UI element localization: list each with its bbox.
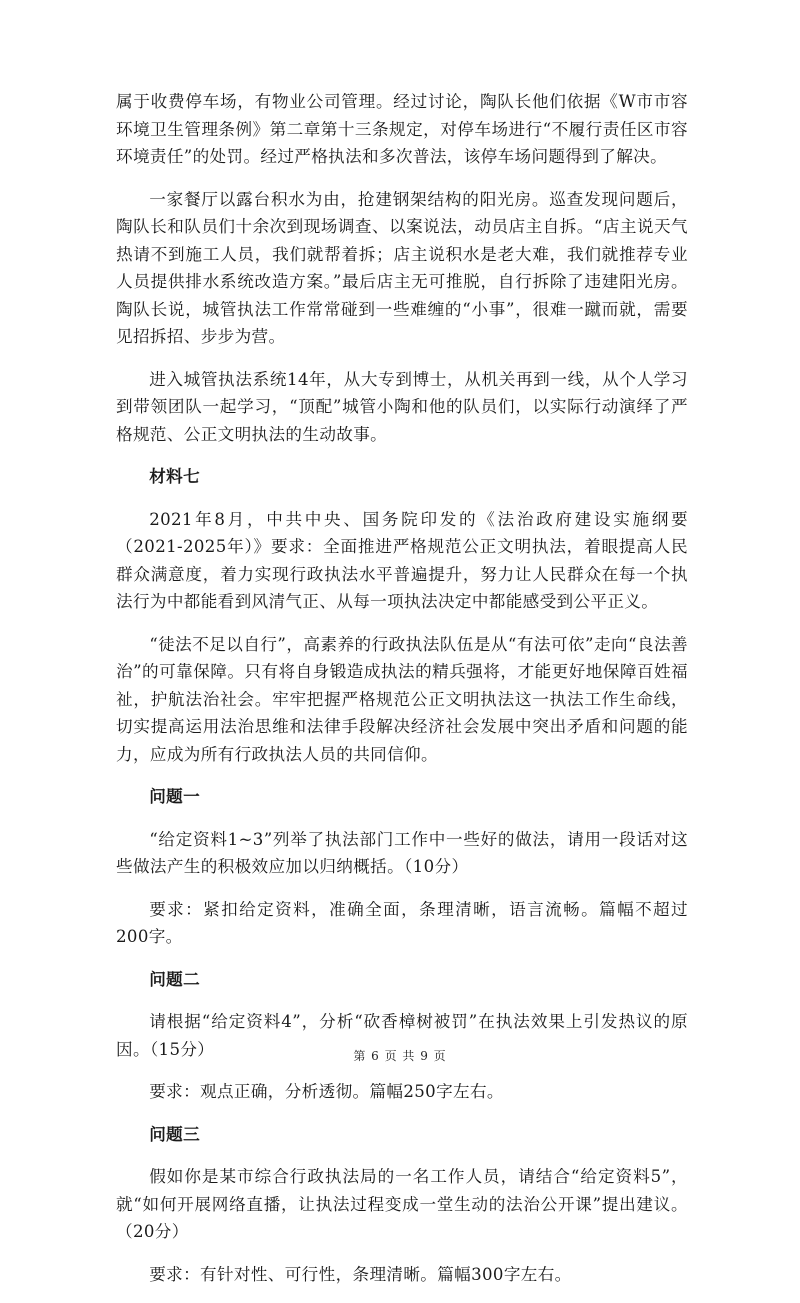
- question1-prompt: “给定资料1~3”列举了执法部门工作中一些好的做法，请用一段话对这些做法产生的积极效应加以归纳概括。（10分）: [116, 829, 688, 876]
- page-number-footer: 第 6 页 共 9 页: [353, 1049, 447, 1063]
- question3-prompt: 假如你是某市综合行政执法局的一名工作人员，请结合“给定资料5”，就“如何开展网络直播，让执法过程变成一堂生动的法治公开课”提出建议。（20分）: [116, 1167, 688, 1241]
- question1-requirement: 要求：紧扣给定资料，准确全面，条理清晰，语言流畅。篇幅不超过200字。: [116, 899, 688, 946]
- question1-heading: 问题一: [149, 787, 201, 806]
- paragraph-career: 进入城管执法系统14年，从大专到博士，从机关再到一线，从个人学习到带领团队一起学习，“顶配”城管小陶和他的队员们，以实际行动演绎了严格规范、公正文明执法的生动故事。: [116, 369, 688, 444]
- question3-requirement: 要求：有针对性、可行性，条理清晰。篇幅300字左右。: [149, 1264, 572, 1284]
- material7-paragraph-2: “徒法不足以自行”，高素养的行政执法队伍是从“有法可依”走向“良法善治”的可靠保障。只有将自身锻造成执法的精兵强将，才能更好地保障百姓福祉，护航法治社会。牢牢把握严格规范公正文明执法这一执法工作生命线，切实提高运用法治思维和法律手段解决经济社会发展中突出矛盾和问题的能力，应成为所有行政执法人员的共同信仰。: [116, 634, 688, 764]
- material7-heading: 材料七: [149, 467, 201, 486]
- question2-prompt: 请根据“给定资料4”，分析“砍香樟树被罚”在执法效果上引发热议的原因。（15分）: [116, 1012, 688, 1059]
- paragraph-restaurant: 一家餐厅以露台积水为由，抢建钢架结构的阳光房。巡查发现问题后，陶队长和队员们十余次到现场调查、以案说法，动员店主自拆。“店主说天气热请不到施工人员，我们就帮着拆；店主说积水是老大难，我们就推荐专业人员提供排水系统改造方案。”最后店主无可推脱，自行拆除了违建阳光房。陶队长说，城管执法工作常常碰到一些难缠的“小事”，很难一蹴而就，需要见招拆招、步步为营。: [116, 189, 688, 346]
- material7-paragraph-1: 2021年8月，中共中央、国务院印发的《法治政府建设实施纲要（2021-2025年）》要求：全面推进严格规范公正文明执法，着眼提高人民群众满意度，着力实现行政执法水平普遍提升，努力让人民群众在每一个执法行为中都能看到风清气正、从每一项执法决定中都能感受到公平正义。: [116, 509, 688, 611]
- document-body: [116, 88, 688, 1303]
- question3-heading: 问题三: [149, 1124, 201, 1144]
- question2-requirement: 要求：观点正确，分析透彻。篇幅250字左右。: [149, 1082, 504, 1101]
- question2-heading: 问题二: [149, 969, 201, 989]
- paragraph-parking: 属于收费停车场，有物业公司管理。经过讨论，陶队长他们依据《W市市容环境卫生管理条例》第二章第十三条规定，对停车场进行“不履行责任区市容环境责任”的处罚。经过严格执法和多次普法，该停车场问题得到了解决。: [116, 92, 688, 166]
